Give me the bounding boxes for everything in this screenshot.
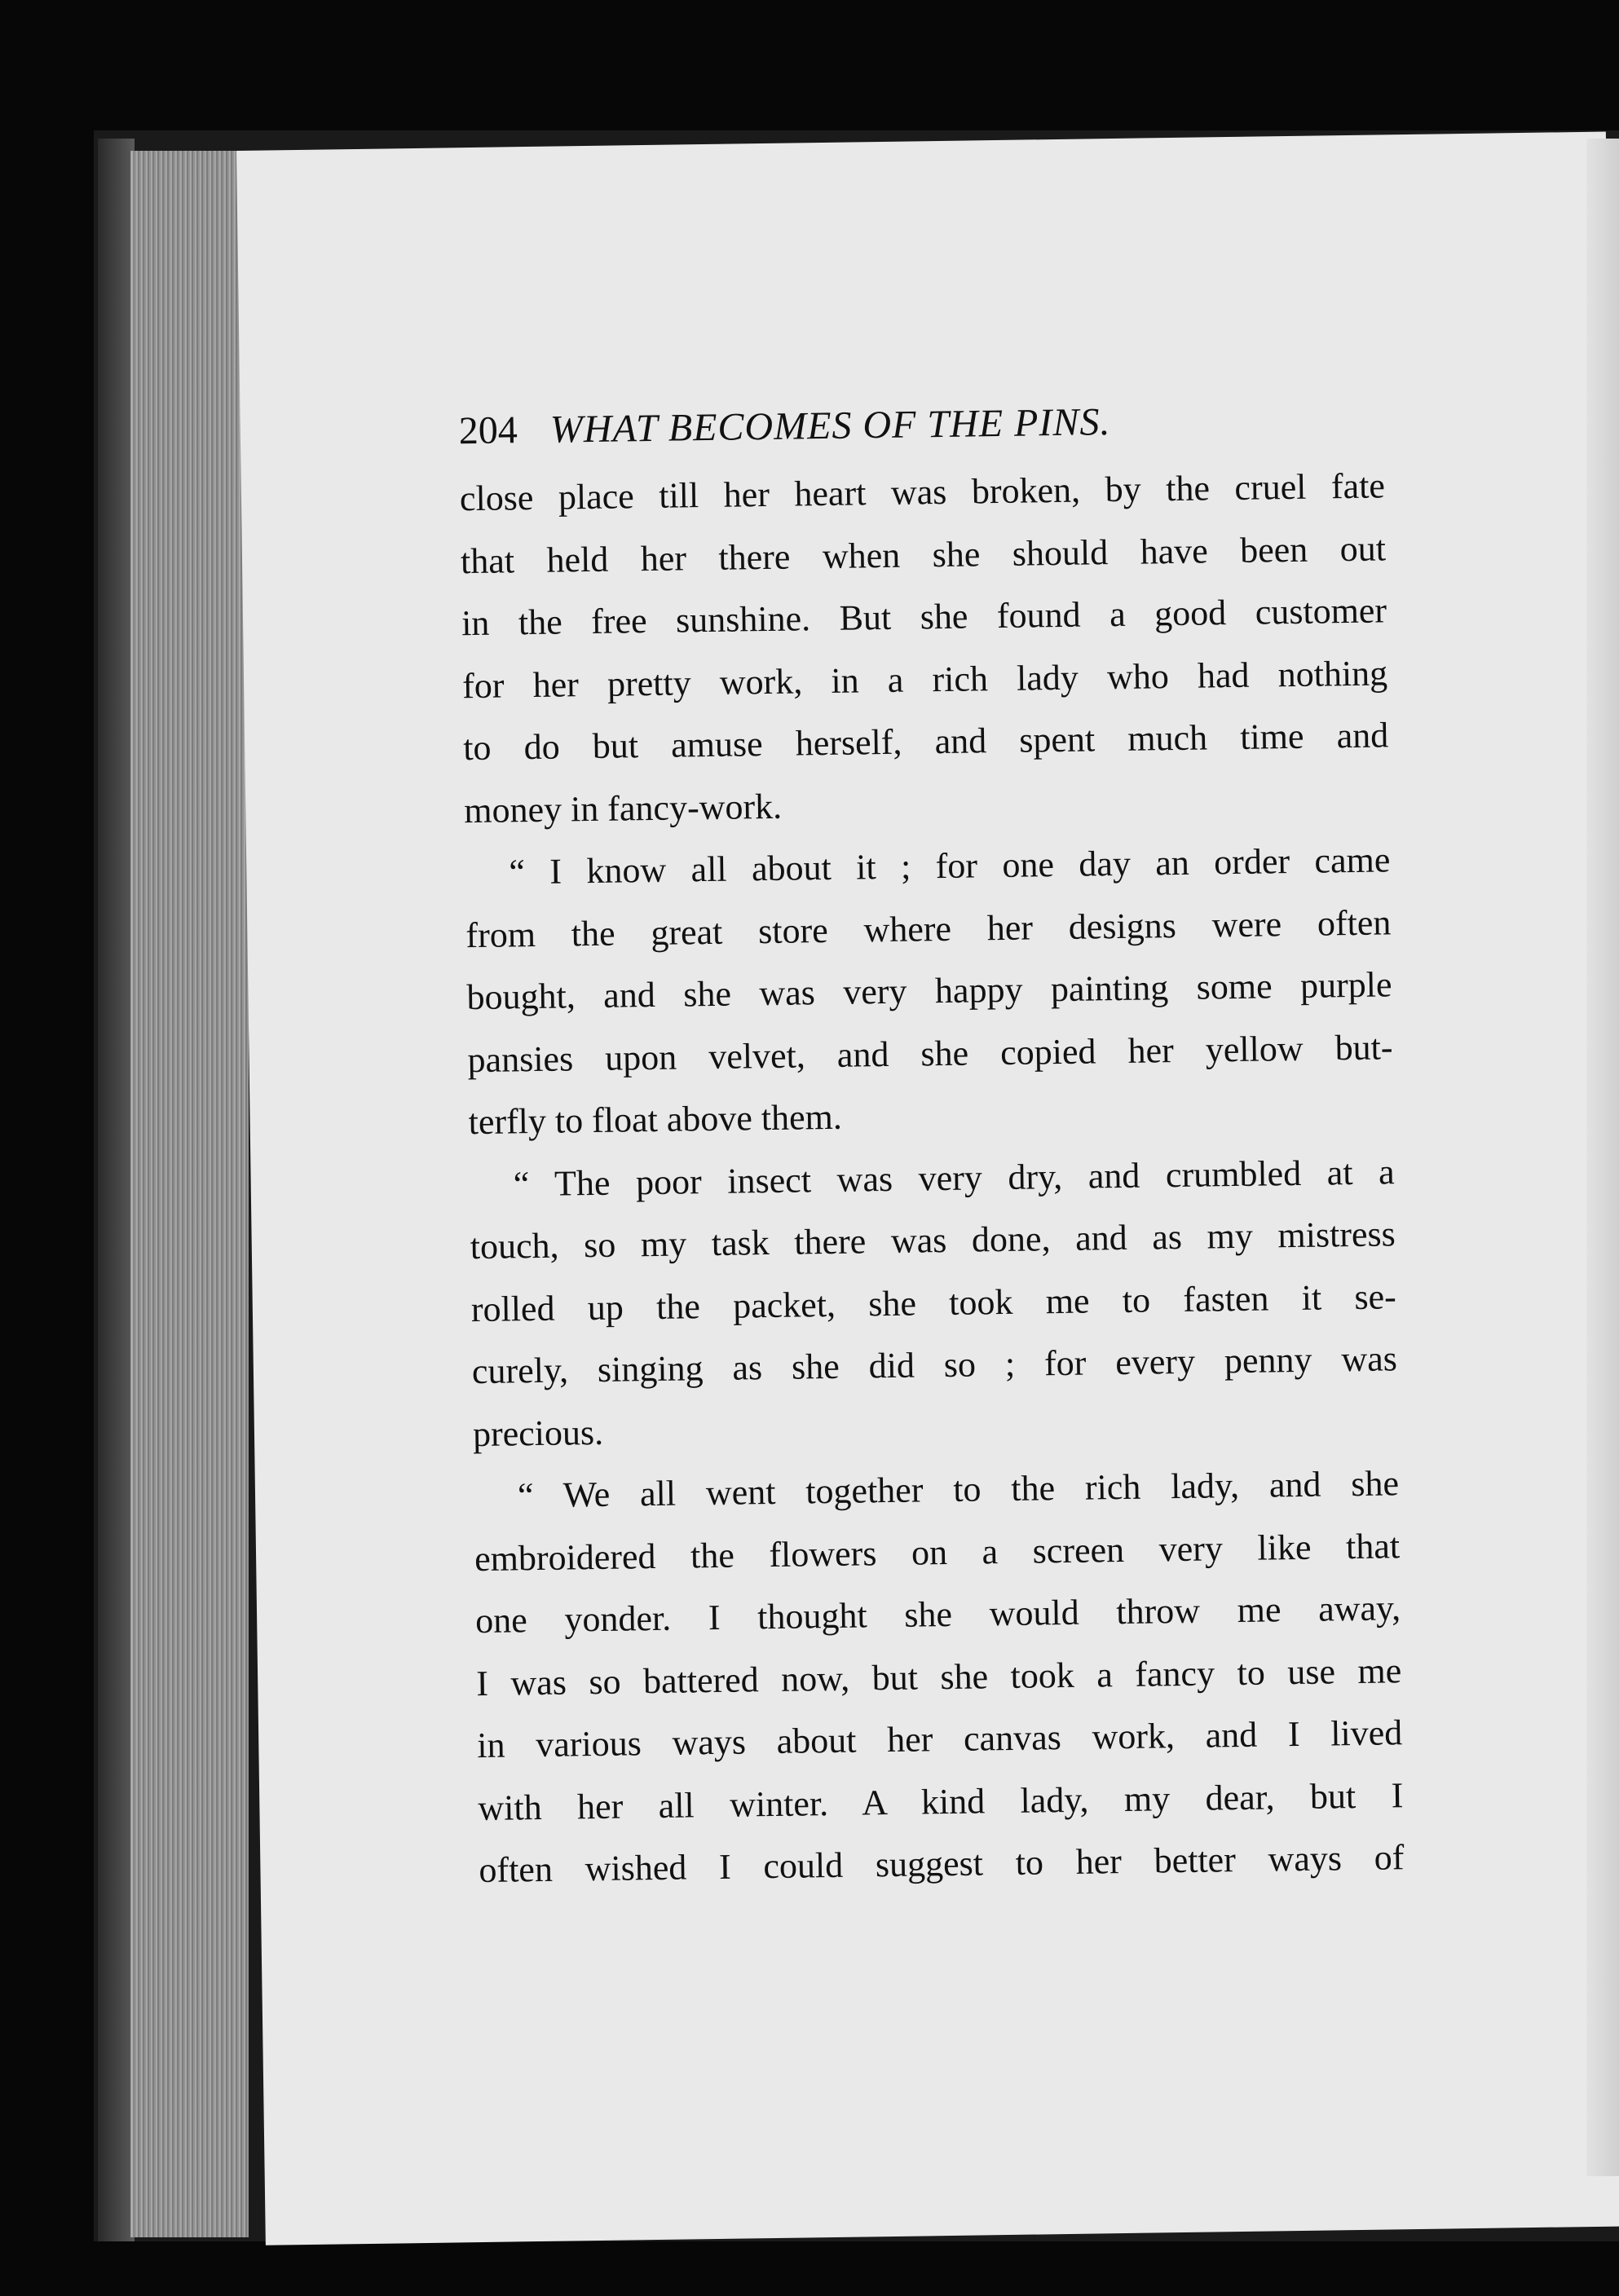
page-number: 204: [458, 408, 518, 453]
text-line: in various ways about her canvas work, and I lived: [477, 1712, 1403, 1766]
text-line: “ I know all about it ; for one day an order came: [509, 840, 1391, 892]
book-page-edges: [130, 151, 249, 2237]
text-line: one yonder. I thought she would throw me away,: [474, 1588, 1401, 1642]
text-line: terfly to float above them.: [468, 1096, 843, 1143]
text-line: with her all winter. A kind lady, my dear, but I: [478, 1774, 1404, 1828]
text-line: embroidered the flowers on a screen very like that: [474, 1525, 1401, 1579]
text-line: pansies upon velvet, and she copied her yellow but-: [467, 1026, 1393, 1080]
text-line: curely, singing as she did so ; for every penny was: [471, 1338, 1398, 1392]
text-line: “ We all went together to the rich lady, and she: [517, 1463, 1400, 1516]
running-head-title: WHAT BECOMES OF THE PINS.: [549, 400, 1111, 452]
text-line: precious.: [472, 1412, 604, 1454]
running-head: [458, 395, 1384, 453]
text-line: to do but amuse herself, and spent much time and: [462, 715, 1389, 769]
text-line: often wished I could suggest to her better ways of: [479, 1837, 1405, 1891]
text-line: for her pretty work, in a rich lady who had nothing: [461, 652, 1388, 706]
book-fore-edge-shadow: [98, 139, 135, 2241]
text-line: that held her there when she should have been out: [460, 527, 1387, 581]
text-line: “ The poor insect was very dry, and crumbled at a: [513, 1151, 1395, 1204]
text-line: from the great store where her designs were often: [465, 901, 1392, 955]
page-content: [458, 395, 1404, 1902]
text-line: money in fancy-work.: [463, 786, 783, 831]
text-line: touch, so my task there was done, and as my mistress: [470, 1214, 1396, 1267]
text-line: bought, and she was very happy painting some purple: [466, 964, 1392, 1018]
text-line: close place till her heart was broken, by the cruel fate: [459, 465, 1386, 519]
text-line: in the free sunshine. But she found a good customer: [461, 590, 1387, 644]
facing-page-edge: [1586, 139, 1619, 2176]
text-line: I was so battered now, but she took a fancy to use me: [475, 1650, 1402, 1703]
text-line: rolled up the packet, she took me to fasten it se-: [470, 1276, 1397, 1329]
book-page: [236, 132, 1619, 2245]
